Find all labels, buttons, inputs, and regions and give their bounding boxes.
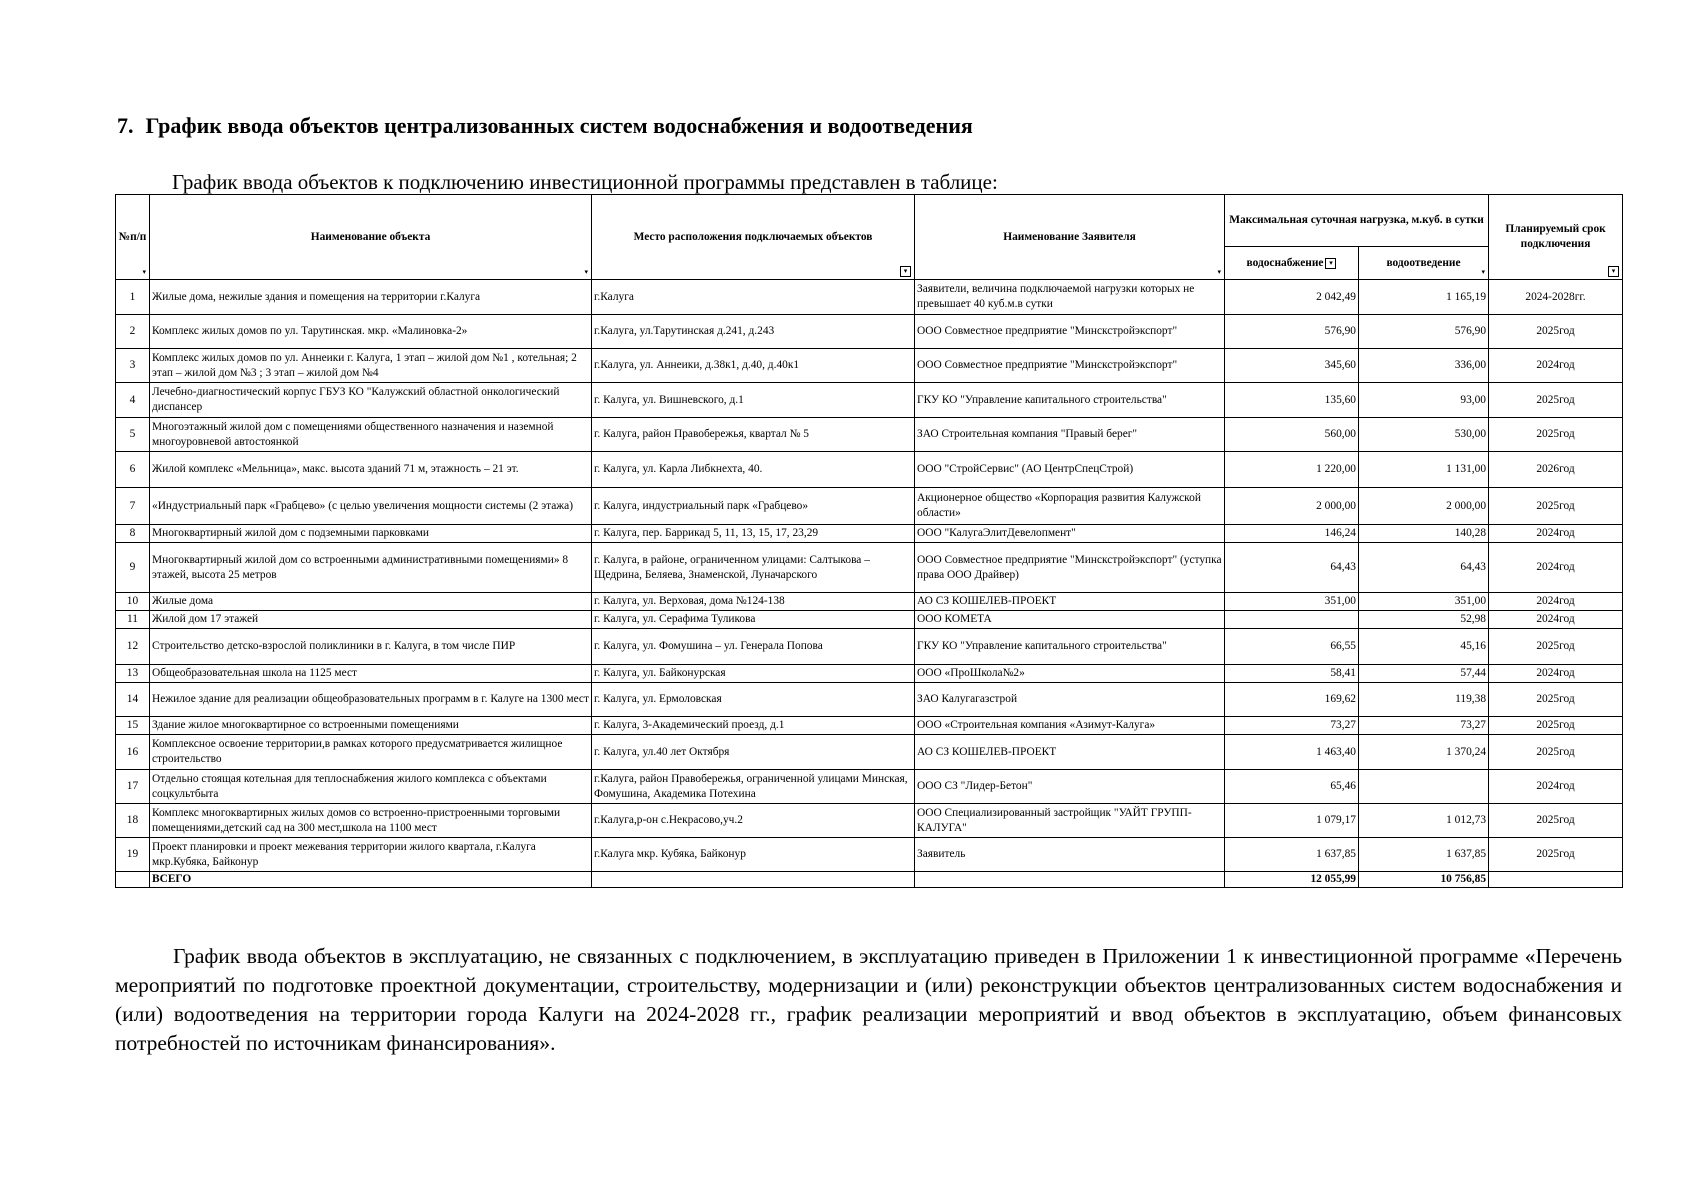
dropdown-arrow-icon[interactable]: ▾ — [1481, 268, 1486, 277]
table-row — [116, 611, 1623, 629]
cell-num: 8 — [116, 525, 150, 543]
cell-term: 2025год — [1489, 315, 1623, 349]
cell-term: 2024год — [1489, 665, 1623, 683]
cell-num: 2 — [116, 315, 150, 349]
cell-num: 12 — [116, 629, 150, 665]
filter-icon[interactable]: ▾ — [898, 266, 911, 277]
cell-applicant: ООО Совместное предприятие "Минскстройэкспорт" — [915, 349, 1225, 383]
cell-num: 10 — [116, 593, 150, 611]
cell-water: 58,41 — [1225, 665, 1359, 683]
cell-name: Комплекс жилых домов по ул. Тарутинская. мкр. «Малиновка-2» — [150, 315, 592, 349]
cell-term: 2024год — [1489, 543, 1623, 593]
section-title: График ввода объектов централизованных систем водоснабжения и водоотведения — [145, 113, 973, 138]
cell-num: 19 — [116, 838, 150, 872]
cell-location: г.Калуга — [592, 280, 915, 315]
dropdown-arrow-icon[interactable]: ▾ — [1217, 268, 1221, 277]
cell-sewer: 57,44 — [1359, 665, 1489, 683]
total-label: ВСЕГО — [150, 872, 592, 888]
cell-applicant: ООО КОМЕТА — [915, 611, 1225, 629]
cell-num: 13 — [116, 665, 150, 683]
cell-water: 66,55 — [1225, 629, 1359, 665]
cell-term: 2024год — [1489, 770, 1623, 804]
cell-water: 169,62 — [1225, 683, 1359, 717]
table-row — [116, 452, 1623, 488]
cell-name: Многоквартирный жилой дом со встроенными административными помещениями» 8 этажей, высота 25 метров — [150, 543, 592, 593]
cell-applicant: Заявители, величина подключаемой нагрузки которых не превышает 40 куб.м.в сутки — [915, 280, 1225, 315]
table-row — [116, 665, 1623, 683]
table-row — [116, 770, 1623, 804]
header-applicant: Наименование Заявителя ▾ — [915, 195, 1225, 280]
cell-term: 2025год — [1489, 717, 1623, 735]
filter-icon[interactable]: ▾ — [1325, 258, 1336, 269]
cell-applicant: АО СЗ КОШЕЛЕВ-ПРОЕКТ — [915, 735, 1225, 770]
cell-sewer: 1 637,85 — [1359, 838, 1489, 872]
cell-num: 3 — [116, 349, 150, 383]
table-row — [116, 383, 1623, 418]
cell-name: Строительство детско-взрослой поликлиники в г. Калуга, в том числе ПИР — [150, 629, 592, 665]
cell-location: г.Калуга, ул.Тарутинская д.241, д.243 — [592, 315, 915, 349]
cell-applicant: ГКУ КО "Управление капитального строительства" — [915, 383, 1225, 418]
header-num: №п/п ▾ — [116, 195, 150, 280]
cell-term: 2024год — [1489, 593, 1623, 611]
cell-location: г. Калуга, ул. Вишневского, д.1 — [592, 383, 915, 418]
cell-num: 7 — [116, 488, 150, 525]
cell-sewer: 1 165,19 — [1359, 280, 1489, 315]
cell-term: 2024год — [1489, 525, 1623, 543]
cell-location: г. Калуга, индустриальный парк «Грабцево» — [592, 488, 915, 525]
cell-sewer: 93,00 — [1359, 383, 1489, 418]
cell-term — [1489, 872, 1623, 888]
schedule-table — [115, 194, 1623, 888]
cell-location: г.Калуга, район Правобережья, ограниченной улицами Минская, Фомушина, Академика Потехина — [592, 770, 915, 804]
cell-applicant: Заявитель — [915, 838, 1225, 872]
cell-water: 1 637,85 — [1225, 838, 1359, 872]
table-row — [116, 838, 1623, 872]
cell-water — [1225, 611, 1359, 629]
cell-location: г. Калуга, ул. Верховая, дома №124-138 — [592, 593, 915, 611]
cell-name: Проект планировки и проект межевания территории жилого квартала, г.Калуга мкр.Кубяка, Байконур — [150, 838, 592, 872]
cell-name: Многоэтажный жилой дом с помещениями общественного назначения и наземной многоуровневой автостоянкой — [150, 418, 592, 452]
cell-sewer: 140,28 — [1359, 525, 1489, 543]
table-row — [116, 315, 1623, 349]
table-row — [116, 488, 1623, 525]
table-row — [116, 280, 1623, 315]
cell-water: 2 042,49 — [1225, 280, 1359, 315]
cell-location: г.Калуга,р-он с.Некрасово,уч.2 — [592, 804, 915, 838]
cell-water: 351,00 — [1225, 593, 1359, 611]
cell-name: Комплексное освоение территории,в рамках которого предусматривается жилищное строительство — [150, 735, 592, 770]
cell-name: Жилой комплекс «Мельница», макс. высота зданий 71 м, этажность – 21 эт. — [150, 452, 592, 488]
cell-applicant: ООО Совместное предприятие "Минскстройэкспорт" (уступка права ООО Драйвер) — [915, 543, 1225, 593]
cell-name: Здание жилое многоквартирное со встроенными помещениями — [150, 717, 592, 735]
table-row — [116, 593, 1623, 611]
cell-applicant: Акционерное общество «Корпорация развития Калужской области» — [915, 488, 1225, 525]
cell-water: 146,24 — [1225, 525, 1359, 543]
cell-location: г. Калуга, ул. Карла Либкнехта, 40. — [592, 452, 915, 488]
cell-term: 2025год — [1489, 629, 1623, 665]
cell-num: 4 — [116, 383, 150, 418]
cell-location: г.Калуга мкр. Кубяка, Байконур — [592, 838, 915, 872]
cell-water: 1 220,00 — [1225, 452, 1359, 488]
cell-sewer: 1 131,00 — [1359, 452, 1489, 488]
cell-num: 17 — [116, 770, 150, 804]
cell-location: г. Калуга, ул. Ермоловская — [592, 683, 915, 717]
cell-applicant: ООО СЗ "Лидер-Бетон" — [915, 770, 1225, 804]
cell-applicant: АО СЗ КОШЕЛЕВ-ПРОЕКТ — [915, 593, 1225, 611]
cell-water: 345,60 — [1225, 349, 1359, 383]
cell-name: Комплекс многоквартирных жилых домов со встроенно-пристроенными торговыми помещениями,детский сад на 300 мест,школа на 1100 мест — [150, 804, 592, 838]
cell-sewer: 1 012,73 — [1359, 804, 1489, 838]
cell-applicant: ЗАО Строительная компания "Правый берег" — [915, 418, 1225, 452]
cell-name: Общеобразовательная школа на 1125 мест — [150, 665, 592, 683]
cell-location: г. Калуга, пер. Баррикад 5, 11, 13, 15, 17, 23,29 — [592, 525, 915, 543]
cell-term: 2025год — [1489, 488, 1623, 525]
cell-sewer: 351,00 — [1359, 593, 1489, 611]
cell-sewer: 1 370,24 — [1359, 735, 1489, 770]
table-row — [116, 804, 1623, 838]
cell-applicant: ООО Совместное предприятие "Минскстройэкспорт" — [915, 315, 1225, 349]
table-row — [116, 735, 1623, 770]
outro-paragraph: График ввода объектов в эксплуатацию, не связанных с подключением, в эксплуатацию приведен в Приложении 1 к инвестиционной программе «Перечень мероприятий по подготовке проектной документации, строительству, модернизации и (или) реконструкции объектов централизованных систем водоснабжения и (или) водоотведения на территории города Калуги на 2024-2028 гг., график реализации мероприятий и ввод объектов в эксплуатацию, объем финансовых потребностей по источникам финансирования». — [115, 944, 1622, 1055]
cell-location: г. Калуга, в районе, ограниченном улицами: Салтыкова – Щедрина, Беляева, Знаменской, Луначарского — [592, 543, 915, 593]
table-row — [116, 418, 1623, 452]
cell-term: 2025год — [1489, 683, 1623, 717]
cell-term: 2025год — [1489, 804, 1623, 838]
dropdown-arrow-icon[interactable]: ▾ — [142, 268, 146, 277]
cell-applicant — [915, 872, 1225, 888]
cell-term: 2025год — [1489, 735, 1623, 770]
table-row — [116, 629, 1623, 665]
cell-applicant: ГКУ КО "Управление капитального строительства" — [915, 629, 1225, 665]
cell-name: Нежилое здание для реализации общеобразовательных программ в г. Калуге на 1300 мест — [150, 683, 592, 717]
cell-num: 15 — [116, 717, 150, 735]
cell-water: 64,43 — [1225, 543, 1359, 593]
cell-term: 2026год — [1489, 452, 1623, 488]
cell-term: 2024-2028гг. — [1489, 280, 1623, 315]
section-number: 7. — [117, 113, 134, 138]
total-water: 12 055,99 — [1225, 872, 1359, 888]
header-sewer: водоотведение ▾ — [1359, 247, 1489, 280]
cell-sewer — [1359, 770, 1489, 804]
cell-applicant: ЗАО Калугагазстрой — [915, 683, 1225, 717]
total-row — [116, 872, 1623, 888]
intro-paragraph: График ввода объектов к подключению инвестиционной программы представлен в таблице: — [172, 170, 998, 194]
cell-applicant: ООО "КалугаЭлитДевелопмент" — [915, 525, 1225, 543]
cell-water: 576,90 — [1225, 315, 1359, 349]
cell-water: 65,46 — [1225, 770, 1359, 804]
cell-location — [592, 872, 915, 888]
cell-location: г. Калуга, 3-Академический проезд, д.1 — [592, 717, 915, 735]
cell-name: Лечебно-диагностический корпус ГБУЗ КО "Калужский областной онкологический диспансер — [150, 383, 592, 418]
cell-water: 73,27 — [1225, 717, 1359, 735]
cell-name: Жилой дом 17 этажей — [150, 611, 592, 629]
cell-sewer: 45,16 — [1359, 629, 1489, 665]
cell-name: Жилые дома — [150, 593, 592, 611]
table-row — [116, 543, 1623, 593]
cell-water: 135,60 — [1225, 383, 1359, 418]
cell-sewer: 64,43 — [1359, 543, 1489, 593]
cell-location: г. Калуга, ул. Серафима Туликова — [592, 611, 915, 629]
cell-num: 18 — [116, 804, 150, 838]
cell-location: г. Калуга, ул. Фомушина – ул. Генерала Попова — [592, 629, 915, 665]
cell-num: 1 — [116, 280, 150, 315]
table-row — [116, 717, 1623, 735]
table-row — [116, 683, 1623, 717]
header-name: Наименование объекта ▾ — [150, 195, 592, 280]
cell-location: г. Калуга, ул. Байконурская — [592, 665, 915, 683]
header-location: Место расположения подключаемых объектов ▾ — [592, 195, 915, 280]
cell-water: 1 463,40 — [1225, 735, 1359, 770]
cell-sewer: 119,38 — [1359, 683, 1489, 717]
cell-applicant: ООО «Строительная компания «Азимут-Калуга» — [915, 717, 1225, 735]
cell-num — [116, 872, 150, 888]
cell-num: 11 — [116, 611, 150, 629]
cell-name: Комплекс жилых домов по ул. Аннеики г. Калуга, 1 этап – жилой дом №1 , котельная; 2 этап – жилой дом №3 ; 3 этап – жилой дом №4 — [150, 349, 592, 383]
cell-sewer: 530,00 — [1359, 418, 1489, 452]
header-term: Планируемый срок подключения ▾ — [1489, 195, 1623, 280]
cell-applicant: ООО Специализированный застройщик "УАЙТ ГРУПП-КАЛУГА" — [915, 804, 1225, 838]
cell-term: 2024год — [1489, 611, 1623, 629]
cell-name: Отдельно стоящая котельная для теплоснабжения жилого комплекса с объектами соцкультбыта — [150, 770, 592, 804]
table-row — [116, 525, 1623, 543]
cell-term: 2025год — [1489, 418, 1623, 452]
cell-sewer: 73,27 — [1359, 717, 1489, 735]
header-load: Максимальная суточная нагрузка, м.куб. в сутки — [1225, 195, 1489, 247]
cell-water: 1 079,17 — [1225, 804, 1359, 838]
cell-sewer: 2 000,00 — [1359, 488, 1489, 525]
table-row — [116, 349, 1623, 383]
cell-sewer: 336,00 — [1359, 349, 1489, 383]
cell-name: Многоквартирный жилой дом с подземными парковками — [150, 525, 592, 543]
cell-num: 16 — [116, 735, 150, 770]
cell-term: 2024год — [1489, 349, 1623, 383]
cell-water: 2 000,00 — [1225, 488, 1359, 525]
cell-term: 2025год — [1489, 838, 1623, 872]
header-water: водоснабжение ▾ — [1225, 247, 1359, 280]
cell-num: 9 — [116, 543, 150, 593]
cell-num: 5 — [116, 418, 150, 452]
cell-term: 2025год — [1489, 383, 1623, 418]
cell-num: 6 — [116, 452, 150, 488]
total-sewer: 10 756,85 — [1359, 872, 1489, 888]
cell-name: Жилые дома, нежилые здания и помещения на территории г.Калуга — [150, 280, 592, 315]
cell-sewer: 576,90 — [1359, 315, 1489, 349]
cell-sewer: 52,98 — [1359, 611, 1489, 629]
cell-location: г. Калуга, район Правобережья, квартал № 5 — [592, 418, 915, 452]
filter-icon[interactable]: ▾ — [1606, 266, 1619, 277]
section-heading — [117, 113, 973, 139]
cell-location: г. Калуга, ул.40 лет Октября — [592, 735, 915, 770]
cell-name: «Индустриальный парк «Грабцево» (с целью увеличения мощности системы (2 этажа) — [150, 488, 592, 525]
cell-water: 560,00 — [1225, 418, 1359, 452]
cell-location: г.Калуга, ул. Аннеики, д.38к1, д.40, д.40к1 — [592, 349, 915, 383]
cell-num: 14 — [116, 683, 150, 717]
cell-applicant: ООО «ПроШкола№2» — [915, 665, 1225, 683]
dropdown-arrow-icon[interactable]: ▾ — [584, 268, 588, 277]
cell-applicant: ООО "СтройСервис" (АО ЦентрСпецСтрой) — [915, 452, 1225, 488]
